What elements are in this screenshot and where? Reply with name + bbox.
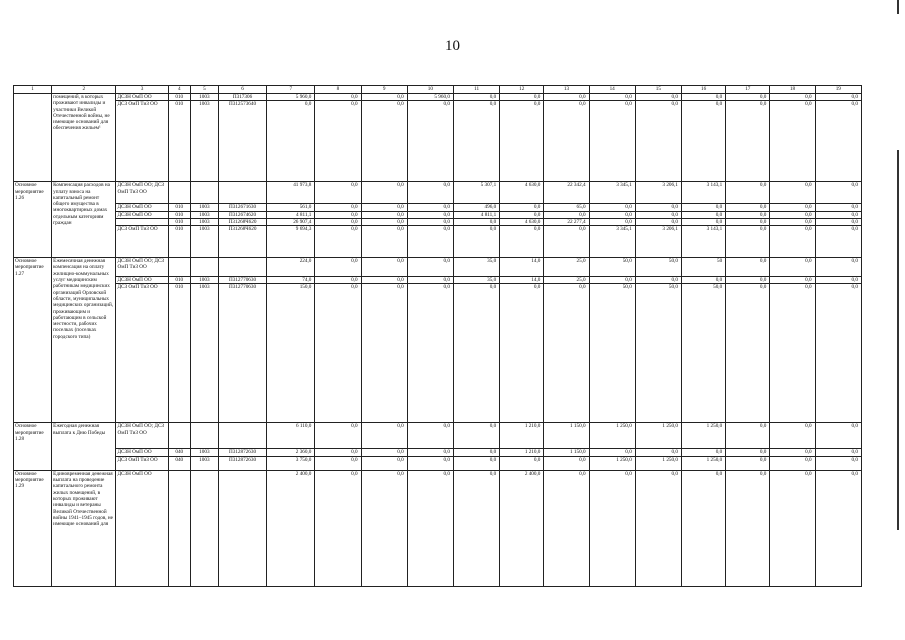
code-cell: П312872630 <box>218 456 266 470</box>
amount-cell: 26 907,4 <box>267 218 315 225</box>
code-cell: П317306 <box>218 94 266 101</box>
amount-cell: 0,0 <box>407 204 453 211</box>
amount-cell: 0,0 <box>770 449 815 456</box>
amount-cell: 0,0 <box>500 101 544 182</box>
code-cell: 1003 <box>190 284 218 423</box>
measure-description: Единовременная денежная выплата на проведение капитального ремонта жилых помещений, в которых проживают инвалиды и ветераны Великой Отечественной войны 1941–1945 годов, не имеющие оснований для <box>52 470 116 586</box>
amount-cell: 0,0 <box>315 204 361 211</box>
amount-cell: 0,0 <box>770 204 815 211</box>
amount-cell: 0,0 <box>361 456 407 470</box>
amount-cell: 0,0 <box>315 277 361 284</box>
amount-cell: 1 250,0 <box>681 423 725 449</box>
amount-cell: 0,0 <box>589 218 635 225</box>
column-number: 12 <box>500 86 544 94</box>
amount-cell: 0,0 <box>315 94 361 101</box>
amount-cell: 0,0 <box>815 449 861 456</box>
amount-cell: 50,0 <box>589 258 635 277</box>
column-number: 13 <box>544 86 589 94</box>
amount-cell: 0,0 <box>770 258 815 277</box>
amount-cell: 0,0 <box>407 456 453 470</box>
amount-cell: 35,0 <box>453 277 499 284</box>
table-row <box>14 204 862 211</box>
executor-cell: ДСЗ ОмП ТиЗ ОО <box>116 101 168 182</box>
amount-cell: 1 210,0 <box>500 449 544 456</box>
code-cell <box>190 423 218 449</box>
amount-cell: 0,0 <box>315 449 361 456</box>
amount-cell: 0,0 <box>681 218 725 225</box>
amount-cell: 0,0 <box>815 423 861 449</box>
amount-cell: 0,0 <box>361 211 407 218</box>
amount-cell: 0,0 <box>726 277 770 284</box>
amount-cell: 0,0 <box>315 182 361 204</box>
amount-cell: 0,0 <box>815 204 861 211</box>
amount-cell: 0,0 <box>635 204 681 211</box>
code-cell: П31268Ч620 <box>218 218 266 225</box>
amount-cell: 1 250,0 <box>635 423 681 449</box>
amount-cell: 0,0 <box>544 456 589 470</box>
amount-cell: 0,0 <box>407 101 453 182</box>
amount-cell: 561,0 <box>267 204 315 211</box>
code-cell: 1003 <box>190 218 218 225</box>
column-number: 19 <box>815 86 861 94</box>
amount-cell: 74,0 <box>267 277 315 284</box>
amount-cell: 25,0 <box>544 277 589 284</box>
table-row <box>14 226 862 258</box>
table-row <box>14 258 862 277</box>
amount-cell: 0,0 <box>770 211 815 218</box>
column-number: 5 <box>190 86 218 94</box>
amount-cell: 0,0 <box>815 470 861 586</box>
code-cell: П312872630 <box>218 449 266 456</box>
amount-cell: 0,0 <box>544 211 589 218</box>
amount-cell: 4 811,1 <box>453 211 499 218</box>
amount-cell: 0,0 <box>361 449 407 456</box>
executor-cell: ДСЗН ОмП ОО; ДСЗ ОмП ТиЗ ОО <box>116 258 168 277</box>
amount-cell: 35,0 <box>453 258 499 277</box>
amount-cell: 50,0 <box>681 284 725 423</box>
amount-cell: 0,0 <box>315 226 361 258</box>
amount-cell: 0,0 <box>361 204 407 211</box>
amount-cell: 65,0 <box>544 204 589 211</box>
column-number: 17 <box>726 86 770 94</box>
table-row <box>14 423 862 449</box>
column-number: 10 <box>407 86 453 94</box>
amount-cell: 0,0 <box>361 182 407 204</box>
amount-cell: 22 277,4 <box>544 218 589 225</box>
amount-cell: 150,0 <box>267 284 315 423</box>
amount-cell: 22 342,4 <box>544 182 589 204</box>
code-cell <box>190 258 218 277</box>
amount-cell: 0,0 <box>635 277 681 284</box>
table-row <box>14 456 862 470</box>
amount-cell: 0,0 <box>681 449 725 456</box>
executor-cell: ДСЗ ОмП ТиЗ ОО <box>116 226 168 258</box>
measure-label: Основное мероприятие 1.29 <box>14 470 52 586</box>
amount-cell: 0,0 <box>770 277 815 284</box>
code-cell: 010 <box>168 211 190 218</box>
table-row <box>14 211 862 218</box>
scan-edge-mark <box>897 150 899 530</box>
amount-cell: 0,0 <box>726 449 770 456</box>
code-cell: 010 <box>168 94 190 101</box>
amount-cell: 0,0 <box>544 94 589 101</box>
amount-cell: 3 143,1 <box>681 226 725 258</box>
measure-description: Компенсация расходов на уплату взноса на капитальный ремонт общего имущества в многоквартирных домах отдельным категориям граждан <box>52 182 116 258</box>
amount-cell: 0,0 <box>726 470 770 586</box>
measure-label: Основное мероприятие 1.26 <box>14 182 52 258</box>
code-cell: 1003 <box>190 211 218 218</box>
column-number: 6 <box>218 86 266 94</box>
amount-cell: 0,0 <box>589 449 635 456</box>
table-row <box>14 470 862 586</box>
amount-cell: 0,0 <box>407 277 453 284</box>
amount-cell: 0,0 <box>544 470 589 586</box>
amount-cell: 1 250,0 <box>589 456 635 470</box>
executor-cell: ДСЗН ОмП ОО <box>116 449 168 456</box>
code-cell: 1003 <box>190 456 218 470</box>
code-cell <box>218 470 266 586</box>
amount-cell: 0,0 <box>315 470 361 586</box>
amount-cell: 0,0 <box>815 211 861 218</box>
column-number: 11 <box>453 86 499 94</box>
code-cell: 010 <box>168 226 190 258</box>
amount-cell: 3 345,1 <box>589 226 635 258</box>
amount-cell: 0,0 <box>500 226 544 258</box>
code-cell: 1003 <box>190 277 218 284</box>
amount-cell: 0,0 <box>500 94 544 101</box>
code-cell: 010 <box>168 277 190 284</box>
table-row <box>14 277 862 284</box>
executor-cell: ДСЗН ОмП ОО <box>116 94 168 101</box>
amount-cell: 1 210,0 <box>500 423 544 449</box>
table-row <box>14 449 862 456</box>
amount-cell: 0,0 <box>726 94 770 101</box>
amount-cell: 0,0 <box>589 470 635 586</box>
column-number: 3 <box>116 86 168 94</box>
code-cell: 1003 <box>190 204 218 211</box>
code-cell: 040 <box>168 456 190 470</box>
column-number: 9 <box>361 86 407 94</box>
amount-cell: 0,0 <box>635 94 681 101</box>
amount-cell: 0,0 <box>407 218 453 225</box>
amount-cell: 0,0 <box>815 277 861 284</box>
code-cell: 040 <box>168 449 190 456</box>
table-row <box>14 218 862 225</box>
amount-cell: 0,0 <box>315 101 361 182</box>
amount-cell: 0,0 <box>407 226 453 258</box>
amount-cell: 0,0 <box>544 284 589 423</box>
amount-cell: 50,0 <box>589 284 635 423</box>
amount-cell: 0,0 <box>726 226 770 258</box>
executor-cell: ДСЗН ОмП ОО <box>116 470 168 586</box>
amount-cell: 0,0 <box>726 218 770 225</box>
amount-cell: 3 206,1 <box>635 182 681 204</box>
amount-cell: 0,0 <box>815 218 861 225</box>
amount-cell: 0,0 <box>635 101 681 182</box>
amount-cell: 5 960,0 <box>407 94 453 101</box>
amount-cell: 1 150,0 <box>544 423 589 449</box>
column-number: 15 <box>635 86 681 94</box>
amount-cell: 0,0 <box>267 101 315 182</box>
amount-cell: 0,0 <box>770 456 815 470</box>
amount-cell: 0,0 <box>681 277 725 284</box>
executor-cell: ДСЗН ОмП ОО; ДСЗ ОмП ТиЗ ОО <box>116 423 168 449</box>
column-number: 4 <box>168 86 190 94</box>
amount-cell: 0,0 <box>726 456 770 470</box>
executor-cell: ДСЗН ОмП ОО <box>116 204 168 211</box>
code-cell <box>168 258 190 277</box>
column-number: 14 <box>589 86 635 94</box>
amount-cell: 0,0 <box>315 258 361 277</box>
amount-cell: 3 206,1 <box>635 226 681 258</box>
amount-cell: 0,0 <box>681 211 725 218</box>
amount-cell: 0,0 <box>315 456 361 470</box>
amount-cell: 496,0 <box>453 204 499 211</box>
amount-cell: 0,0 <box>361 470 407 586</box>
executor-cell <box>116 218 168 225</box>
amount-cell: 0,0 <box>361 101 407 182</box>
amount-cell: 0,0 <box>453 218 499 225</box>
amount-cell: 4 630,0 <box>500 182 544 204</box>
amount-cell: 25,0 <box>544 258 589 277</box>
amount-cell: 0,0 <box>315 211 361 218</box>
amount-cell: 50,0 <box>635 258 681 277</box>
amount-cell: 0,0 <box>726 284 770 423</box>
amount-cell: 3 750,0 <box>267 456 315 470</box>
measure-description: Ежегодная денежная выплата к Дню Победы <box>52 423 116 470</box>
code-cell <box>168 470 190 586</box>
amount-cell: 0,0 <box>726 204 770 211</box>
code-cell: П312573640 <box>218 101 266 182</box>
code-cell <box>218 423 266 449</box>
amount-cell: 0,0 <box>315 218 361 225</box>
executor-cell: ДСЗ ОмП ТиЗ ОО <box>116 456 168 470</box>
amount-cell: 0,0 <box>500 456 544 470</box>
amount-cell: 0,0 <box>407 449 453 456</box>
code-cell <box>218 258 266 277</box>
column-number: 16 <box>681 86 725 94</box>
amount-cell: 0,0 <box>681 94 725 101</box>
amount-cell: 0,0 <box>726 258 770 277</box>
amount-cell: 0,0 <box>407 211 453 218</box>
code-cell: 1003 <box>190 449 218 456</box>
code-cell: П312671630 <box>218 204 266 211</box>
amount-cell: 14,0 <box>500 277 544 284</box>
scan-edge-mark <box>897 0 899 14</box>
amount-cell: 0,0 <box>635 218 681 225</box>
amount-cell: 41 973,8 <box>267 182 315 204</box>
amount-cell: 0,0 <box>770 182 815 204</box>
amount-cell: 0,0 <box>770 94 815 101</box>
amount-cell: 0,0 <box>361 277 407 284</box>
code-cell <box>190 470 218 586</box>
amount-cell: 0,0 <box>589 94 635 101</box>
measure-description: Ежемесячная денежная компенсация на оплату жилищно-коммунальных услуг медицинским работникам медицинских организаций Орловской области, муниципальных медицинских организаций, проживающим и работающим в сельской местности, рабочих поселках (поселках городского типа) <box>52 258 116 423</box>
amount-cell: 2 360,0 <box>267 449 315 456</box>
page-number: 10 <box>445 38 460 54</box>
amount-cell: 0,0 <box>361 258 407 277</box>
amount-cell: 0,0 <box>315 423 361 449</box>
amount-cell: 0,0 <box>544 226 589 258</box>
amount-cell: 0,0 <box>500 204 544 211</box>
amount-cell: 1 250,0 <box>681 456 725 470</box>
amount-cell: 0,0 <box>635 470 681 586</box>
amount-cell: 0,0 <box>361 284 407 423</box>
column-number: 18 <box>770 86 815 94</box>
budget-table <box>13 85 862 587</box>
code-cell: 1003 <box>190 101 218 182</box>
amount-cell: 0,0 <box>726 101 770 182</box>
amount-cell: 0,0 <box>770 284 815 423</box>
code-cell <box>168 423 190 449</box>
amount-cell: 4 630,0 <box>500 218 544 225</box>
amount-cell: 0,0 <box>815 456 861 470</box>
amount-cell: 0,0 <box>500 211 544 218</box>
amount-cell: 0,0 <box>361 423 407 449</box>
code-cell <box>218 182 266 204</box>
amount-cell: 0,0 <box>453 226 499 258</box>
amount-cell: 0,0 <box>453 456 499 470</box>
amount-cell: 0,0 <box>681 101 725 182</box>
table-row <box>14 182 862 204</box>
amount-cell: 50,0 <box>635 284 681 423</box>
amount-cell: 3 345,1 <box>589 182 635 204</box>
measure-label: Основное мероприятие 1.28 <box>14 423 52 470</box>
amount-cell: 1 150,0 <box>544 449 589 456</box>
amount-cell: 0,0 <box>453 423 499 449</box>
executor-cell: ДСЗ ОмП ТиЗ ОО <box>116 284 168 423</box>
amount-cell: 0,0 <box>635 211 681 218</box>
amount-cell: 0,0 <box>407 258 453 277</box>
column-number: 2 <box>52 86 116 94</box>
amount-cell: 0,0 <box>815 94 861 101</box>
amount-cell: 5 960,0 <box>267 94 315 101</box>
amount-cell: 0,0 <box>453 284 499 423</box>
amount-cell: 0,0 <box>770 218 815 225</box>
code-cell: 1003 <box>190 94 218 101</box>
code-cell <box>168 182 190 204</box>
amount-cell: 0,0 <box>770 101 815 182</box>
amount-cell: 0,0 <box>815 284 861 423</box>
amount-cell: 50 <box>681 258 725 277</box>
table-row <box>14 94 862 101</box>
measure-label: Основное мероприятие 1.27 <box>14 258 52 423</box>
amount-cell: 0,0 <box>453 101 499 182</box>
code-cell: 010 <box>168 284 190 423</box>
code-cell: П312674620 <box>218 211 266 218</box>
amount-cell: 0,0 <box>407 423 453 449</box>
amount-cell: 0,0 <box>361 218 407 225</box>
table-row <box>14 284 862 423</box>
amount-cell: 4 811,1 <box>267 211 315 218</box>
executor-cell: ДСЗН ОмП ОО <box>116 277 168 284</box>
measure-description: помещений, в которых проживают инвалиды и участники Великой Отечественной войны, не имеющие оснований для обеспечения жильем¹ <box>52 94 116 182</box>
amount-cell: 2 400,0 <box>500 470 544 586</box>
amount-cell: 0,0 <box>815 101 861 182</box>
code-cell: 010 <box>168 204 190 211</box>
amount-cell: 0,0 <box>726 182 770 204</box>
code-cell: 010 <box>168 218 190 225</box>
executor-cell: ДСЗН ОмП ОО; ДСЗ ОмП ТиЗ ОО <box>116 182 168 204</box>
amount-cell: 0,0 <box>770 470 815 586</box>
amount-cell: 0,0 <box>407 284 453 423</box>
amount-cell: 0,0 <box>453 470 499 586</box>
amount-cell: 0,0 <box>453 449 499 456</box>
amount-cell: 0,0 <box>815 226 861 258</box>
amount-cell: 224,0 <box>267 258 315 277</box>
amount-cell: 1 250,0 <box>589 423 635 449</box>
amount-cell: 0,0 <box>361 94 407 101</box>
amount-cell: 1 250,0 <box>635 456 681 470</box>
code-cell: 010 <box>168 101 190 182</box>
code-cell: П312770630 <box>218 277 266 284</box>
table-row <box>14 101 862 182</box>
amount-cell: 0,0 <box>589 277 635 284</box>
amount-cell: 0,0 <box>726 423 770 449</box>
amount-cell: 2 400,0 <box>267 470 315 586</box>
amount-cell: 0,0 <box>681 204 725 211</box>
amount-cell: 0,0 <box>453 94 499 101</box>
amount-cell: 0,0 <box>589 204 635 211</box>
code-cell <box>190 182 218 204</box>
amount-cell: 0,0 <box>815 258 861 277</box>
amount-cell: 3 143,1 <box>681 182 725 204</box>
amount-cell: 0,0 <box>544 101 589 182</box>
amount-cell: 0,0 <box>589 211 635 218</box>
amount-cell: 0,0 <box>500 284 544 423</box>
amount-cell: 9 694,3 <box>267 226 315 258</box>
amount-cell: 0,0 <box>315 284 361 423</box>
amount-cell: 0,0 <box>407 470 453 586</box>
amount-cell: 0,0 <box>681 470 725 586</box>
column-number: 8 <box>315 86 361 94</box>
column-number-row <box>14 86 862 94</box>
amount-cell: 0,0 <box>770 423 815 449</box>
measure-label <box>14 94 52 182</box>
amount-cell: 5 307,1 <box>453 182 499 204</box>
amount-cell: 0,0 <box>407 182 453 204</box>
amount-cell: 0,0 <box>635 449 681 456</box>
code-cell: П31268Ч620 <box>218 226 266 258</box>
code-cell: 1003 <box>190 226 218 258</box>
amount-cell: 0,0 <box>361 226 407 258</box>
amount-cell: 0,0 <box>589 101 635 182</box>
amount-cell: 14,0 <box>500 258 544 277</box>
amount-cell: 0,0 <box>726 211 770 218</box>
amount-cell: 0,0 <box>815 182 861 204</box>
amount-cell: 0,0 <box>770 226 815 258</box>
column-number: 7 <box>267 86 315 94</box>
amount-cell: 6 110,0 <box>267 423 315 449</box>
executor-cell: ДСЗН ОмП ОО <box>116 211 168 218</box>
code-cell: П312770630 <box>218 284 266 423</box>
column-number: 1 <box>14 86 52 94</box>
